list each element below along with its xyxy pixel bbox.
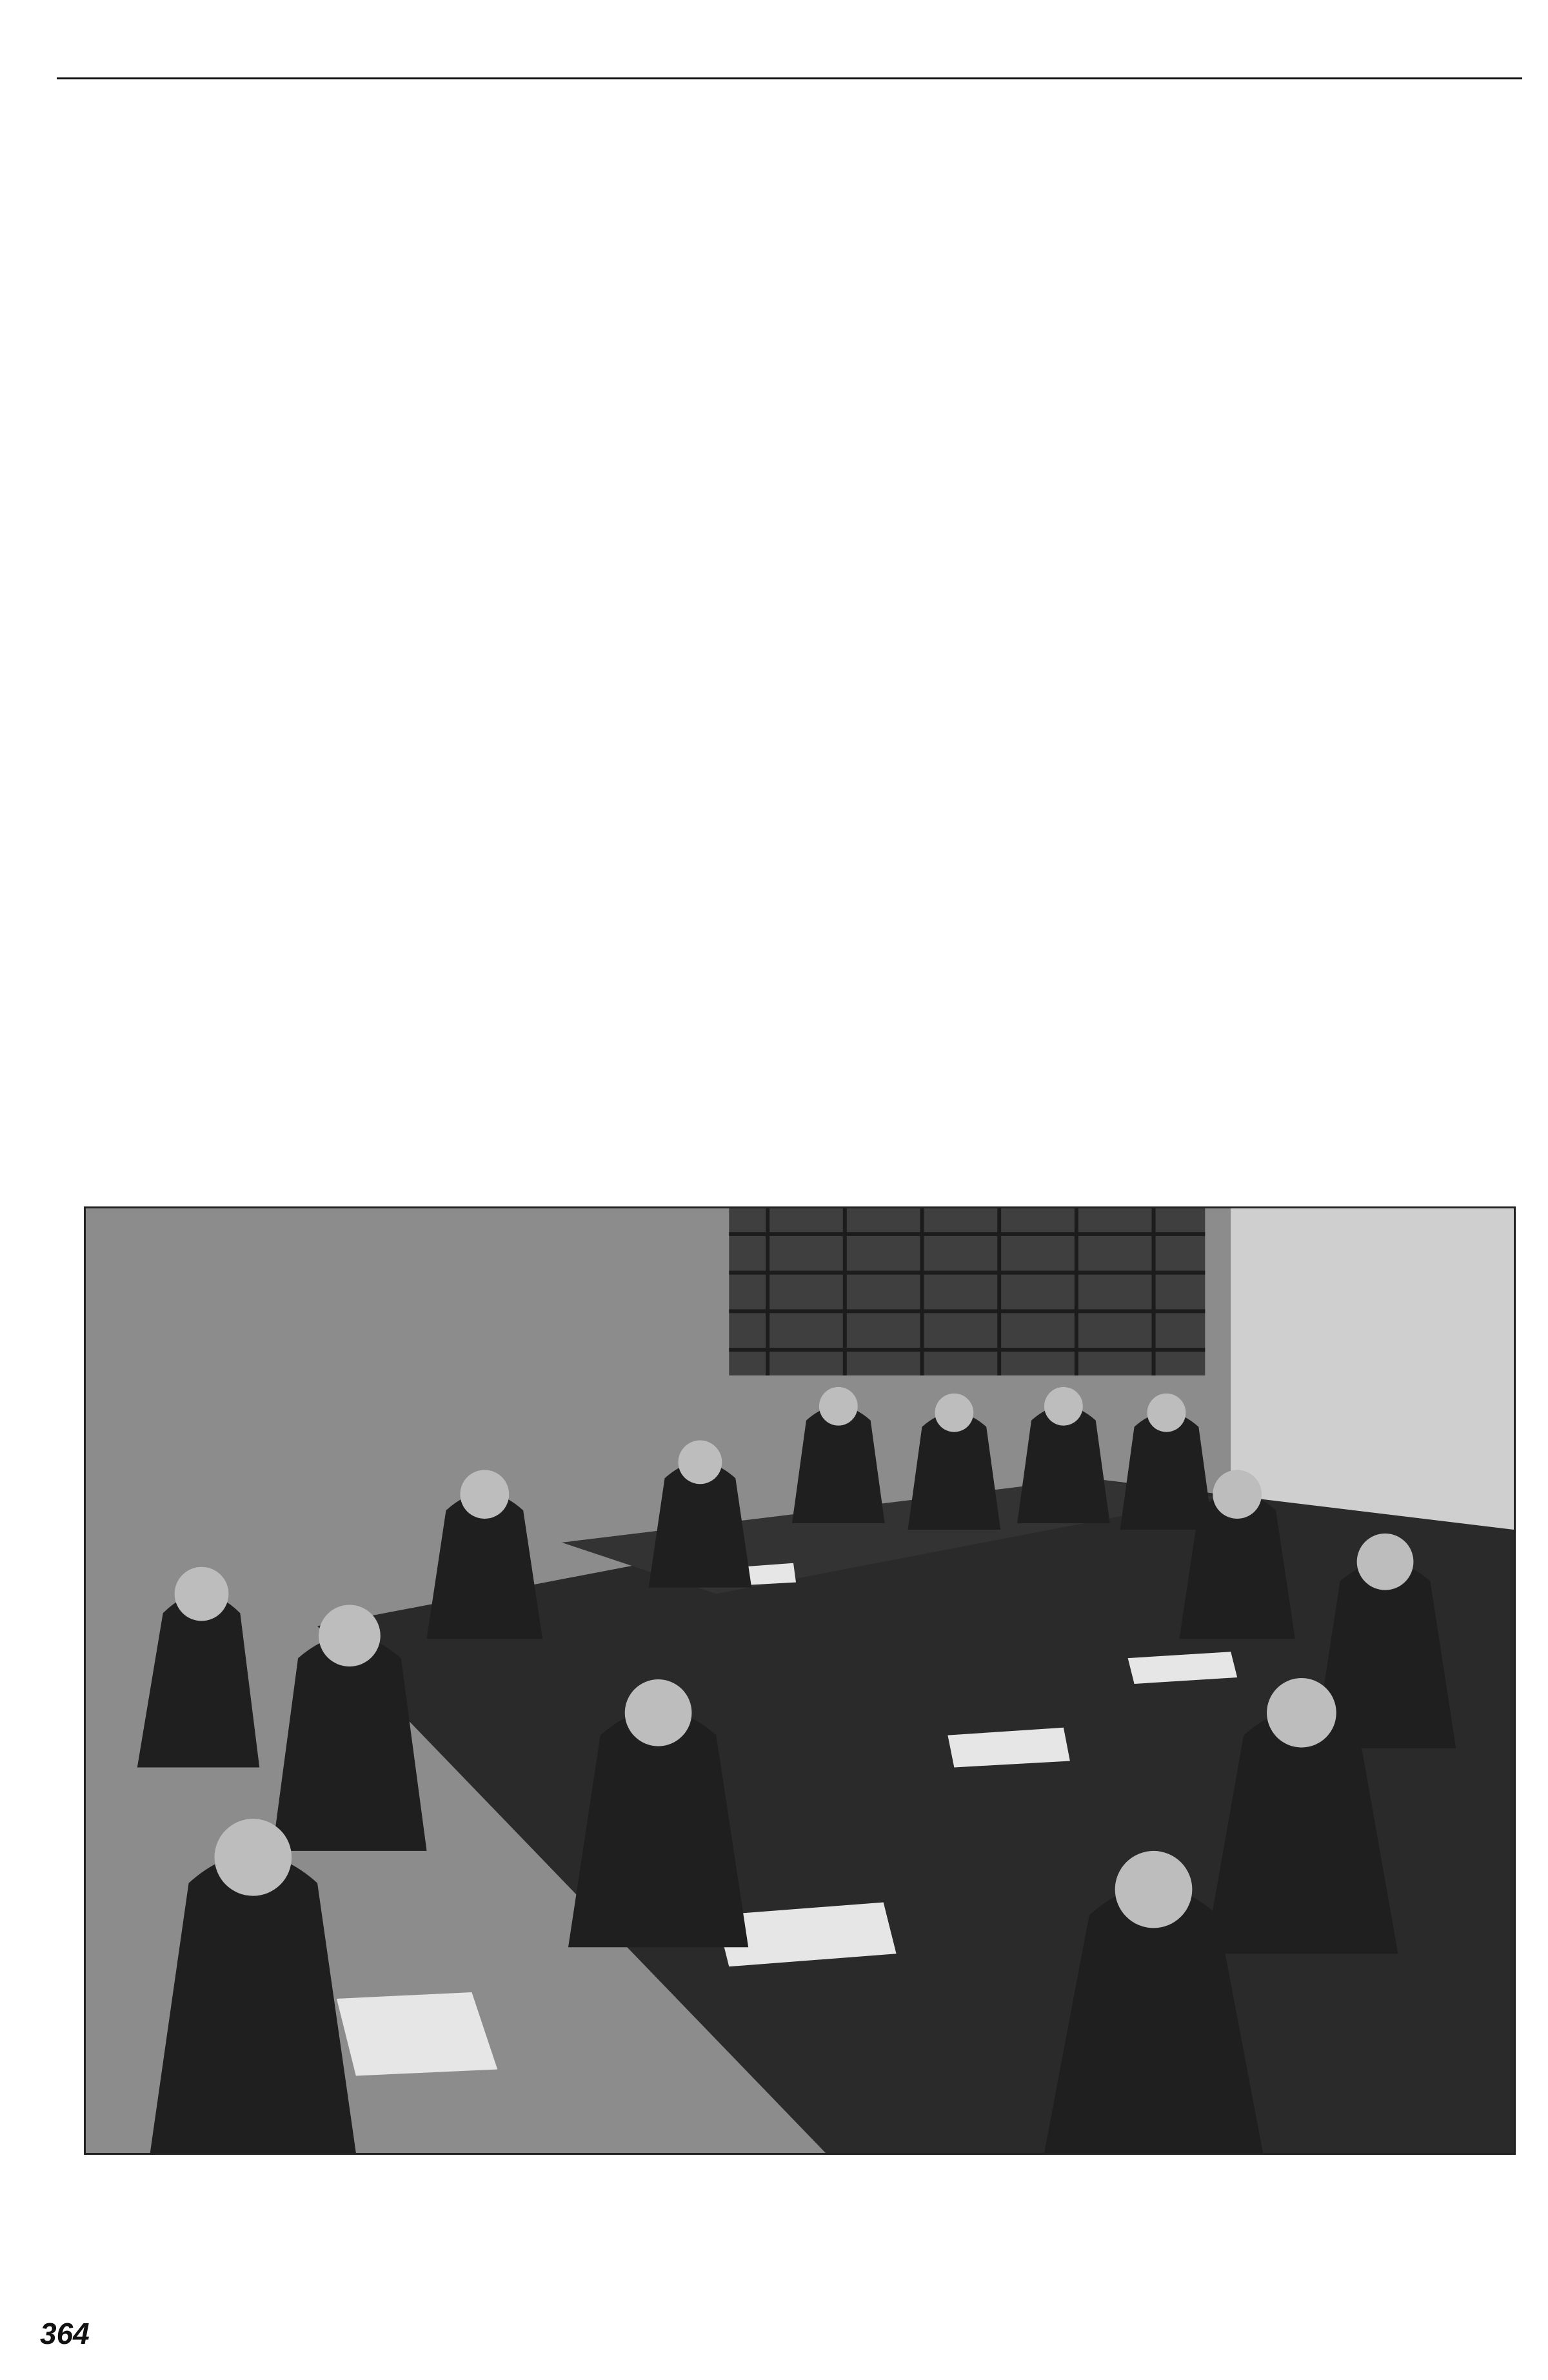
meeting-photo-image — [86, 1208, 1514, 2153]
left-column — [97, 152, 751, 1159]
page-number: 364 — [40, 2317, 90, 2350]
header-rule — [57, 77, 1522, 79]
running-header — [45, 57, 1522, 95]
meeting-photo — [84, 1206, 1516, 2155]
text-columns — [97, 152, 1451, 1159]
right-column — [797, 152, 1451, 1159]
